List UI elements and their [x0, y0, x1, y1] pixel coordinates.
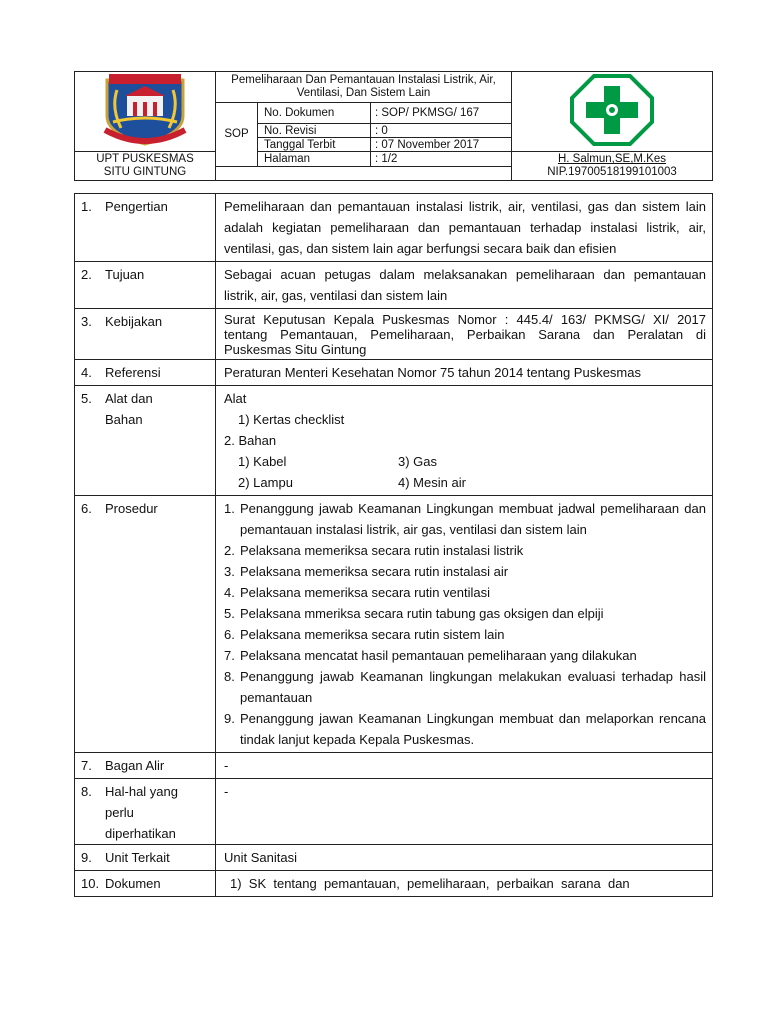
section-number: 2. [81, 267, 92, 282]
document-title: Pemeliharaan Dan Pemantauan Instalasi Listrik, Air, Ventilasi, Dan Sistem Lain [216, 72, 512, 103]
section-row [75, 360, 713, 386]
section-text-kebijakan: Surat Keputusan Kepala Puskesmas Nomor : 445.4/ 163/ PKMSG/ XI/ 2017 tentang Pemantauan, Pemeliharaan, Perbaikan Sarana dan Peralatan di Puskesmas Situ Gintung [216, 309, 713, 360]
meta-value-halaman: : 1/2 [371, 152, 512, 167]
bahan-item: 4) Mesin air [398, 475, 466, 490]
signer-block [512, 152, 713, 181]
health-cross-icon [566, 72, 658, 148]
section-text-bagan-alir: - [216, 753, 713, 779]
meta-label-halaman: Halaman [258, 152, 371, 167]
procedure-step: 7. Pelaksana mencatat hasil pemantauan pemeliharaan yang dilakukan [224, 648, 637, 663]
procedure-step: 5. Pelaksana mmeriksa secara rutin tabung gas oksigen dan elpiji [224, 606, 604, 621]
section-label-cont: Bahan [105, 412, 143, 427]
sop-label: SOP [216, 103, 258, 167]
section-row [75, 753, 713, 779]
section-number: 3. [81, 314, 92, 329]
section-label: Referensi [105, 365, 161, 380]
meta-value-dokumen: : SOP/ PKMSG/ 167 [371, 103, 512, 124]
section-text-unit-terkait: Unit Sanitasi [216, 845, 713, 871]
meta-value-revisi: : 0 [371, 124, 512, 138]
section-row [75, 262, 713, 309]
section-number: 9. [81, 850, 92, 865]
section-number: 1. [81, 199, 92, 214]
bahan-heading: 2. Bahan [224, 433, 277, 448]
organization-name [75, 152, 216, 181]
section-text-pengertian: Pemeliharaan dan pemantauan instalasi listrik, air, ventilasi, gas dan sistem lain adalah kegiatan pemeliharaan dan pemantauan terhadap instalasi listrik, air, ventilasi, gas, dan sistem lain agar berfungsi secara baik dan efisien [216, 194, 713, 262]
meta-label-tanggal: Tanggal Terbit [258, 138, 371, 152]
city-emblem-icon [99, 72, 191, 148]
section-label: Pengertian [105, 199, 168, 214]
procedure-step: 8. Penanggung jawab Keamanan lingkungan melakukan evaluasi terhadap hasil pemantauan [224, 669, 706, 705]
section-number: 5. [81, 391, 92, 406]
section-text-tujuan: Sebagai acuan petugas dalam melaksanakan pemeliharaan dan pemantauan listrik, air, gas, ventilasi dan sistem lain [216, 262, 713, 309]
section-label: Prosedur [105, 501, 158, 516]
signer-nip: NIP.19700518199101003 [547, 166, 677, 178]
section-text-referensi: Peraturan Menteri Kesehatan Nomor 75 tahun 2014 tentang Puskesmas [216, 360, 713, 386]
org-line-2: SITU GINTUNG [103, 166, 187, 178]
procedure-step: 9. Penanggung jawan Keamanan Lingkungan membuat dan melaporkan rencana tindak lanjut kepada Kepala Puskesmas. [224, 711, 706, 747]
section-row [75, 309, 713, 360]
bahan-item: 1) Kabel [238, 454, 287, 469]
section-label: Hal-hal yang [105, 784, 178, 799]
alat-item: 1) Kertas checklist [238, 412, 345, 427]
city-logo-cell [75, 72, 216, 152]
section-label-cont: diperhatikan [105, 826, 176, 841]
procedure-step: 3. Pelaksana memeriksa secara rutin instalasi air [224, 564, 509, 579]
document-header [74, 71, 713, 181]
section-number: 6. [81, 501, 92, 516]
sop-content-table [74, 193, 713, 897]
section-label-cont: perlu [105, 805, 134, 820]
procedure-step: 6. Pelaksana memeriksa secara rutin sistem lain [224, 627, 505, 642]
section-label: Alat dan [105, 391, 153, 406]
procedure-step: 2. Pelaksana memeriksa secara rutin instalasi listrik [224, 543, 524, 558]
alat-heading: Alat [224, 391, 247, 406]
meta-value-tanggal: : 07 November 2017 [371, 138, 512, 152]
meta-label-dokumen: No. Dokumen [258, 103, 371, 124]
section-text-dokumen: 1) SK tentang pemantauan, pemeliharaan, perbaikan sarana dan [216, 871, 713, 897]
section-number: 4. [81, 365, 92, 380]
section-row [75, 845, 713, 871]
health-logo-cell [512, 72, 713, 152]
section-number: 10. [81, 876, 100, 891]
section-label: Dokumen [105, 876, 161, 891]
section-label: Tujuan [105, 267, 145, 282]
section-row [75, 779, 713, 845]
org-line-1: UPT PUSKESMAS [96, 153, 194, 165]
section-row [75, 194, 713, 262]
signer-name: H. Salmun,SE,M.Kes [557, 153, 666, 165]
section-number: 8. [81, 784, 92, 799]
section-row [75, 386, 713, 496]
section-prosedur [216, 496, 713, 753]
section-alat-bahan [216, 386, 713, 496]
section-row [75, 871, 713, 897]
procedure-step: 4. Pelaksana memeriksa secara rutin ventilasi [224, 585, 490, 600]
header-blank-cell [216, 166, 512, 181]
bahan-item: 3) Gas [398, 454, 438, 469]
section-number: 7. [81, 758, 92, 773]
meta-label-revisi: No. Revisi [258, 124, 371, 138]
section-row [75, 496, 713, 753]
section-label: Kebijakan [105, 314, 163, 329]
section-label: Bagan Alir [105, 758, 165, 773]
section-text-hal-hal: - [216, 779, 713, 845]
procedure-step: 1. Penanggung jawab Keamanan Lingkungan membuat jadwal pemeliharaan dan pemantauan instalasi listrik, air gas, ventilasi dan sistem lain [224, 501, 706, 537]
bahan-item: 2) Lampu [238, 475, 293, 490]
section-label: Unit Terkait [105, 850, 170, 865]
procedure-list [224, 498, 706, 750]
